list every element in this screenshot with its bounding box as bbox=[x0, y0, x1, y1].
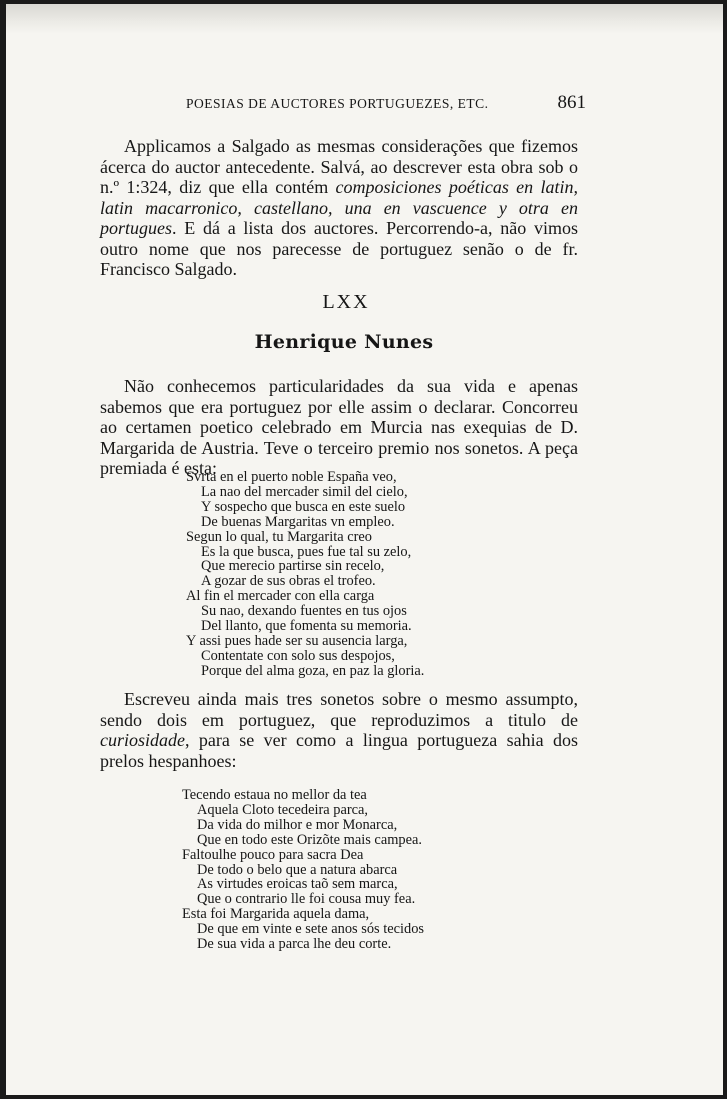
poem-line: Que merecio partirse sin recelo, bbox=[201, 558, 385, 575]
poem-line: Al fin el mercader con ella carga bbox=[186, 588, 375, 605]
poem-line: Y sospecho que busca en este suelo bbox=[201, 498, 406, 515]
paragraph-text: Escreveu ainda mais tres sonetos sobre o mesmo assumpto, sendo dois em portuguez, que reproduzimos a titulo de bbox=[100, 689, 578, 730]
poem-line: Porque del alma goza, en paz la gloria. bbox=[201, 662, 425, 679]
paragraph-italic: composiciones poéticas en latin, latin macarronico, castellano, una en vascuence y otra en portugues bbox=[100, 177, 578, 238]
paragraph-text: . E dá a lista dos auctores. Percorrendo-a, não vimos outro nome que nos parecesse de portuguez senão o de fr. Francisco Salgado. bbox=[100, 218, 578, 279]
poem-line: Faltoulhe pouco para sacra Dea bbox=[182, 846, 364, 863]
poem-line: A gozar de sus obras el trofeo. bbox=[201, 573, 376, 590]
poem-line: Da vida do milhor e mor Monarca, bbox=[197, 816, 398, 833]
poem-line: Que en todo este Orizõte mais campea. bbox=[197, 831, 422, 848]
paragraph-text: Applicamos a Salgado as mesmas considerações que fizemos ácerca do auctor antecedente. Salvá, ao descrever esta obra sob o n.º 1:324, diz que ella contém bbox=[100, 136, 578, 197]
paragraph-salgado bbox=[100, 136, 578, 280]
poem-line: As virtudes eroicas taõ sem marca, bbox=[197, 876, 398, 893]
paragraph-henrique-nunes bbox=[100, 376, 578, 479]
page-header bbox=[186, 92, 586, 114]
poem-line: Contentate con solo sus despojos, bbox=[201, 647, 395, 664]
sonnet-spanish bbox=[186, 470, 424, 679]
poem-line: Su nao, dexando fuentes en tus ojos bbox=[201, 603, 407, 620]
poem-line: Es la que busca, pues fue tal su zelo, bbox=[201, 543, 412, 560]
poem-line: De sua vida a parca lhe deu corte. bbox=[197, 936, 392, 953]
poem-line: De todo o belo que a natura abarca bbox=[197, 861, 398, 878]
paragraph-more-sonnets bbox=[100, 689, 578, 771]
paragraph-italic: curiosidade bbox=[100, 730, 185, 750]
book-page bbox=[6, 4, 723, 1095]
poem-line: La nao del mercader simil del cielo, bbox=[201, 483, 408, 500]
poem-line: Que o contrario lle foi cousa muy fea. bbox=[197, 891, 416, 908]
poem-line: Svrta en el puerto noble España veo, bbox=[186, 469, 397, 485]
poem-line: Aquela Cloto tecedeira parca, bbox=[197, 801, 369, 818]
page-number: 861 bbox=[557, 92, 586, 113]
paragraph-text: , para se ver como a lingua portugueza sahia dos prelos hespanhoes: bbox=[100, 730, 578, 771]
sonnet-portuguese bbox=[182, 788, 424, 952]
poem-line: Segun lo qual, tu Margarita creo bbox=[186, 528, 372, 545]
page-top-edge bbox=[6, 4, 723, 34]
chapter-title: Henrique Nunes bbox=[254, 331, 434, 353]
chapter-number: LXX bbox=[322, 291, 370, 313]
poem-line: Del llanto, que fomenta su memoria. bbox=[201, 618, 412, 635]
poem-line: Tecendo estaua no mellor da tea bbox=[182, 787, 367, 803]
poem-line: De buenas Margaritas vn empleo. bbox=[201, 513, 395, 530]
poem-line: De que em vinte e sete anos sós tecidos bbox=[197, 921, 424, 938]
poem-line: Esta foi Margarida aquela dama, bbox=[182, 906, 370, 923]
poem-line: Y assi pues hade ser su ausencia larga, bbox=[186, 632, 408, 649]
running-head: POESIAS DE AUCTORES PORTUGUEZES, ETC. bbox=[186, 96, 489, 111]
paragraph-text: Não conhecemos particularidades da sua vida e apenas sabemos que era portuguez por elle assim o declarar. Concorreu ao certamen poetico celebrado em Murcia nas exequias de D. Margarida de Austria. Teve o terceiro premio nos sonetos. A peça premiada é esta: bbox=[100, 376, 578, 478]
